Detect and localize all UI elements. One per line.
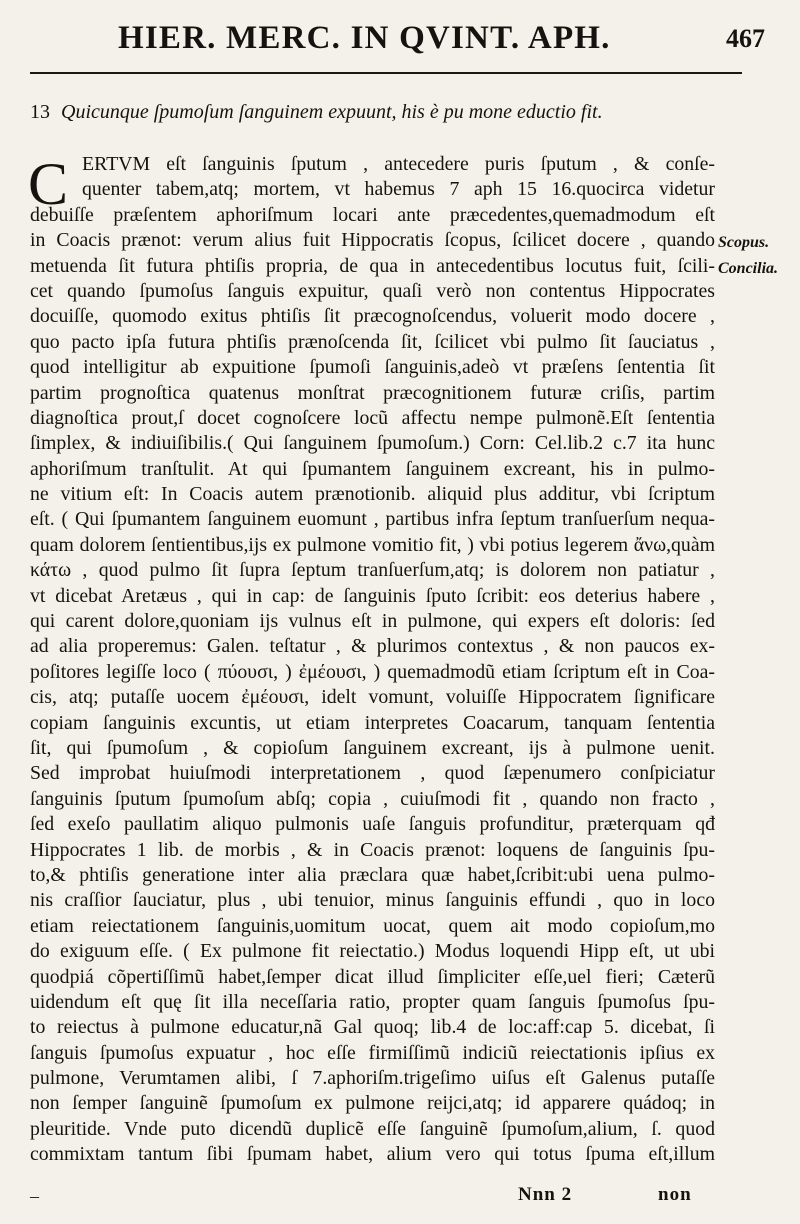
running-title: HIER. MERC. IN QVINT. APH. [118,20,611,56]
text-line: to reiectus à pulmone educatur,nã Gal quoq; lib.4 de loc:aff:cap 5. dicebat, ſi [30,1016,715,1039]
text-line: pleuritide. Vnde puto dicendũ duplicẽ eſſe ſanguinẽ ſpumoſum,alium, ſ. quod [30,1117,715,1140]
text-line: to,& phtiſis generatione inter alia præclara quæ habet,ſcribit:ubi uena pulmo- [30,863,715,886]
text-line: ſanguinis ſputum ſpumoſum abſq; copia , cuiuſmodi fit , quando non fracto , [30,787,715,810]
text-line: cis, atq; putaſſe uocem ἐμέουσι, idelt vomunt, voluiſſe Hippocratem ſignificare [30,686,715,709]
text-line: cet quando ſpumoſus ſanguis expuitur, quaſi verò non contentus Hippocrates [30,279,715,302]
margin-note-concilia: Concilia. [718,260,779,277]
text-line: ſanguis ſpumoſus expuatur , hoc eſſe firmiſſimũ indiciũ reiectationis ipſius ex [30,1041,715,1064]
running-header [30,18,775,64]
margin-note-scopus: Scopus. [718,234,770,251]
text-line: copiam ſanguinis excuntis, ut etiam interpretes Coacarum, tanquam ſententia [30,711,715,734]
text-line: κάτω , quod pulmo ſit ſupra ſeptum tranſuerſum,atq; is dolorem non patiatur , [30,559,715,582]
text-line: quo pacto ipſa futura phtiſis prænoſcenda ſit, ſcilicet vbi pulmo ſit ſauciatus , [30,330,715,353]
text-line: quam dolorem ſentientibus,ijs ex pulmone vomitio fit, ) vbi potius legerem ἄνω,quàm [30,533,715,556]
text-line: partim prognoſtica quatenus monſtrat præcognitionem futuræ criſis, partim [30,381,715,404]
text-line: eſt. ( Qui ſpumantem ſanguinem euomunt , partibus infra ſeptum tranſuerſum nequa- [30,508,715,531]
text-line: nis craſſior ſauciatur, plus , ubi tenuior, minus ſanguinis effundi , quo in loco [30,889,715,912]
aphorism-number: 13 [30,101,50,123]
footer-dash: – [30,1186,39,1206]
text-line: docuiſſe, quomodo exitus phtiſis ſit præcognoſcendus, voluerit modo docere , [30,305,715,328]
text-line: aphoriſmum tranſtulit. At qui ſpumantem ſanguinem excreant, his in pulmo- [30,457,715,480]
page-number: 467 [726,24,765,53]
text-line: commixtam tantum ſibi ſpumam habet, alium vero qui totus ſpuma eſt,illum [30,1143,715,1166]
text-line: ſimplex, & indiuiſibilis.( Qui ſanguinem ſpumoſum.) Corn: Cel.lib.2 c.7 ita hunc [30,432,715,455]
text-line: do exiguum eſſe. ( Ex pulmone fit reiectatio.) Modus loquendi Hipp eſt, ut ubi [30,940,715,963]
text-line: quenter tabem,atq; mortem, vt habemus 7 aph 15 16.quocirca videtur [82,178,715,201]
page-footer [30,1182,750,1212]
text-line: diagnoſtica prout,ſ docet cognoſcere locũ affectu nempe pulmonẽ.Eſt ſententia [30,406,715,429]
catchword: non [658,1184,692,1205]
text-line: qui carent dolore,quoniam ijs vulnus eſt in pulmone, qui expers eſt doloris: ſed [30,610,715,633]
commentary-text [30,152,715,1168]
text-line: in Coacis prænot: verum alius fuit Hippocratis ſcopus, ſcilicet docere , quando [30,229,715,252]
text-line: vt dicebat Aretæus , qui in cap: de ſanguinis ſputo ſcribit: eos deterius habere , [30,584,715,607]
text-line: ſed exeſo paullatim aliquo pulmonis uaſe ſanguis profunditur, præterquam qđ [30,813,715,836]
text-line: ad alia properemus: Galen. teſtatur , & plurimos contextus , & non paucos ex- [30,635,715,658]
text-line: Sed improbat huiuſmodi interpretationem , quod ſæpenumero conſpiciatur [30,762,715,785]
text-line: ERTVM eſt ſanguinis ſputum , antecedere puris ſputum , & conſe- [82,153,715,175]
text-line: non ſemper ſanguinẽ ſpumoſum ex pulmone reijci,atq; id apparere quádoq; in [30,1092,715,1115]
text-line: uidendum eſt quę ſit illa neceſſaria ratio, propter quam ſanguis ſpumoſus ſpu- [30,990,715,1013]
aphorism-text: Quicunque ſpumoſum ſanguinem expuunt, his è pu mone eductio fit. [61,101,603,123]
header-rule [30,72,742,74]
text-line: metuenda ſit futura phtiſis propria, de qua in antecedentibus locutus fuit, ſcili- [30,254,715,277]
aphorism-heading [30,101,730,124]
drop-capital: C [28,151,69,217]
text-line: Hippocrates 1 lib. de morbis , & in Coacis prænot: loquens de ſanguinis ſpu- [30,838,715,861]
text-line: etiam reiectationem ſanguinis,uomitum uocat, quem ait modo copioſum,mo [30,914,715,937]
text-line: quod intelligitur ab expuitione ſpumoſi ſanguinis,adeò vt præſens ſententia ſit [30,356,715,379]
text-line: poſitores legiſſe loco ( πύουσι, ) ἐμέουσι, ) quemadmodũ etiam ſcriptum eſt in Coa- [30,660,715,683]
text-line: quodpiá cõpertiſſimũ habet,ſemper dicat illud ſimpliciter eſſe,uel fieri; Cæterũ [30,965,715,988]
text-line: debuiſſe præſentem aphoriſmum locari ante præcedentes,quemadmodum eſt [30,203,715,226]
text-line: ſit, qui ſpumoſum , & copioſum ſanguinem excreant, ijs à pulmone uenit. [30,736,715,759]
text-line: pulmone, Verumtamen alibi, ſ 7.aphoriſm.trigeſimo uiſus eſt Galenus putaſſe [30,1067,715,1090]
text-line: ne vitium eſt: In Coacis autem prænotionib. aliquid plus additur, vbi ſcriptum [30,483,715,506]
signature-mark: Nnn 2 [518,1184,573,1205]
